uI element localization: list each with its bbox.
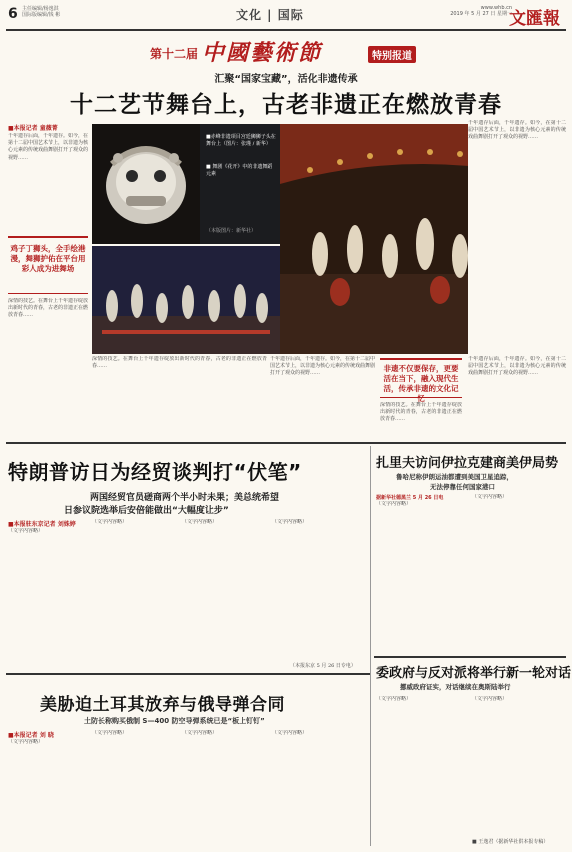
issue-date: 2019 年 5 月 27 日 星期一 — [450, 11, 512, 17]
column-separator — [370, 446, 371, 846]
iran-divider — [374, 656, 566, 658]
trump-dateline: （本报东京 5 月 26 日专电） — [290, 663, 356, 669]
dance-performance-image — [92, 246, 280, 354]
photo-caption-1: ■赤峰非遗项目宫廷狮狮子头在舞台上（图片：张瑾 / 新华） — [206, 134, 276, 147]
iran-dateline: 据新华社德黑兰 5 月 26 日电 — [376, 495, 444, 501]
editor-credits — [22, 6, 60, 18]
iran-subhead-1: 鲁哈尼称伊朗运油都遭到美国卫星追踪， — [396, 473, 513, 481]
venezuela-body-2: （文字内容略） — [472, 696, 508, 702]
trump-body-4: （文字内容略） — [272, 519, 308, 525]
festival-banner — [150, 38, 440, 64]
pull-quote-2: 非遗不仅要保存，更要活在当下，融入现代生活，传承非遗的文化记忆 — [380, 358, 462, 398]
iran-body-1: （文字内容略） — [376, 501, 412, 507]
section-divider — [6, 442, 566, 444]
site-url: www.whb.cn — [480, 5, 512, 11]
lion-head-photo — [92, 124, 200, 244]
festival-edition: 第十二届 — [150, 47, 199, 61]
trump-subhead-2: 日参议院选举后安倍能做出“大幅度让步” — [64, 506, 229, 516]
editor-1: 主任编辑/杨逸淇 — [22, 6, 59, 12]
section-title: 文化 | 国际 — [236, 8, 304, 22]
trump-body-1: （文字内容略） — [8, 528, 44, 534]
header-rule — [6, 29, 566, 31]
stage-photo-left — [92, 246, 280, 354]
trump-headline: 特朗普访日为经贸谈判打“伏笔” — [8, 460, 302, 484]
special-report-tag: 特别报道 — [368, 46, 416, 63]
lead-body-lower-4: 千年遗存后面，千年遗存。如今，在第十二届中国艺术节上，以非遗为核心元素的传统戏曲舞剧打开了观众的视野…… — [468, 356, 566, 377]
lead-headline: 十二艺节舞台上，古老非遗正在燃放青春 — [70, 92, 502, 118]
missile-body-1: （文字内容略） — [8, 739, 44, 745]
venezuela-headline: 委政府与反对派将举行新一轮对话 — [376, 666, 572, 681]
photo-caption-panel — [200, 124, 280, 244]
trump-divider — [6, 673, 370, 675]
lead-byline: ■本报记者 童薇菁 — [8, 125, 58, 132]
page-number: 6 — [8, 6, 18, 22]
lead-kicker: 汇聚“国家宝藏”，活化非遗传承 — [214, 74, 358, 85]
photo-caption-2: ■ 舞剧《花开》中的非遗舞蹈元素 — [206, 164, 273, 177]
missile-body-4: （文字内容略） — [272, 730, 308, 736]
venezuela-body-1: （文字内容略） — [376, 696, 412, 702]
missile-headline: 美胁迫土耳其放弃与俄导弹合同 — [40, 695, 285, 715]
festival-brand: 中國藝術節 — [202, 40, 323, 66]
photo-credit: （本版图片：新华社） — [206, 228, 257, 234]
lead-body-col1: 千年遗存后面，千年遗存。如今，在第十二届中国艺术节上，以非遗为核心元素的传统戏曲舞剧打开了观众的视野…… — [8, 133, 88, 161]
trump-body-3: （文字内容略） — [182, 519, 218, 525]
trump-byline: ■本报驻东京记者 刘姝婷 — [8, 521, 76, 528]
header-info — [450, 5, 512, 17]
lead-body-lower-1: 深情的技艺。在舞台上千年遗存绽放出新时代的青春，古老的非遗正在燃放青春…… — [92, 356, 267, 370]
lion-head-image — [92, 124, 200, 244]
trump-body-2: （文字内容略） — [92, 519, 128, 525]
iran-subhead-2: 无法停靠任何国家港口 — [430, 483, 495, 491]
venezuela-byline: ■ 王逸君（据新华社供本报专稿） — [472, 839, 549, 845]
iran-headline: 扎里夫访问伊拉克建商美伊局势 — [376, 456, 559, 471]
trump-subhead-1: 两国经贸官员磋商两个半小时未果；美总统希望 — [90, 493, 280, 503]
iran-body-2: （文字内容略） — [472, 494, 508, 500]
missile-byline: ■本报记者 刘 晓 — [8, 732, 54, 739]
missile-body-3: （文字内容略） — [182, 730, 218, 736]
pull-quote-1: 鸡子丁狮头，全手绘港漫，舞狮护佑在平台用彩人成为进舞场 — [8, 236, 88, 294]
missile-subhead: 土防长称购买俄制 S—400 防空导弹系统已是“板上钉钉” — [84, 717, 265, 725]
venezuela-subhead: 挪威政府证实，对话继续在奥斯陆举行 — [400, 683, 511, 691]
lead-body-lower-2: 千年遗存后面，千年遗存。如今，在第十二届中国艺术节上，以非遗为核心元素的传统戏曲舞剧打开了观众的视野…… — [270, 356, 375, 377]
lead-body-col-right: 千年遗存后面，千年遗存。如今，在第十二届中国艺术节上，以非遗为核心元素的传统戏曲舞剧打开了观众的视野…… — [468, 120, 566, 356]
editor-2: 国际版编辑/钱 彬 — [22, 12, 61, 18]
lead-body-lower-3: 深情的技艺。在舞台上千年遗存绽放出新时代的青春，古老的非遗正在燃放青春…… — [380, 402, 462, 423]
missile-body-2: （文字内容略） — [92, 730, 128, 736]
masthead-logo: 文匯報 — [509, 9, 560, 29]
lead-body-col1b: 深情的技艺。在舞台上千年遗存绽放出新时代的青春，古老的非遗正在燃放青春…… — [8, 298, 88, 319]
